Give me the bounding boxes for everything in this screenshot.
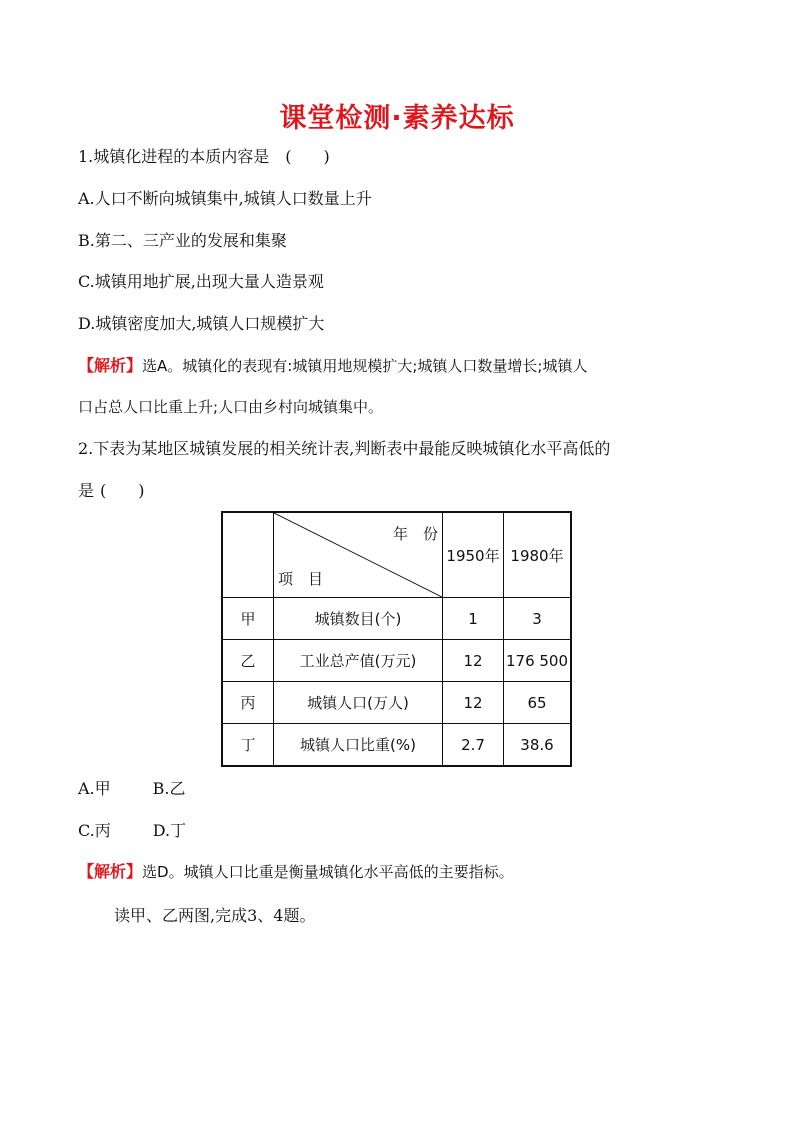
row-value-1950: 2.7: [443, 724, 504, 767]
option-c: C.丙: [78, 821, 111, 840]
option-b: B.乙: [152, 779, 186, 798]
table-corner-cell: [274, 512, 443, 598]
row-value-1980: 176 500: [504, 640, 572, 682]
row-key: 丙: [222, 682, 274, 724]
table-header-empty: [222, 512, 274, 598]
row-value-1980: 38.6: [504, 724, 572, 767]
question-1-stem: [78, 146, 330, 168]
question-2-stem-continued: [78, 480, 145, 502]
table-row: [222, 640, 571, 682]
row-item: 城镇数目(个): [274, 598, 443, 640]
analysis-tag: 【解析】: [78, 862, 143, 881]
answer-blank: ( ): [100, 481, 145, 500]
option-d: D.丁: [152, 821, 187, 840]
question-1-analysis: [78, 355, 587, 377]
reading-instruction: 读甲、乙两图,完成3、4题。: [114, 906, 316, 925]
corner-year-label: 年 份: [392, 525, 438, 543]
row-item: 工业总产值(万元): [274, 640, 443, 682]
question-2-analysis: [78, 861, 514, 883]
analysis-tag: 【解析】: [78, 356, 143, 375]
row-key: 乙: [222, 640, 274, 682]
table-row: [222, 724, 571, 767]
row-value-1950: 12: [443, 682, 504, 724]
table-header-year: 1980年: [504, 512, 572, 598]
answer-blank: ( ): [285, 147, 330, 166]
row-item: 城镇人口比重(%): [274, 724, 443, 767]
question-2-text: 是: [78, 481, 95, 500]
option-d: D.城镇密度加大,城镇人口规模扩大: [78, 314, 325, 333]
option-a: A.人口不断向城镇集中,城镇人口数量上升: [78, 189, 372, 208]
row-value-1980: 65: [504, 682, 572, 724]
table-row: [222, 682, 571, 724]
row-key: 丁: [222, 724, 274, 767]
option-c: C.城镇用地扩展,出现大量人造景观: [78, 272, 324, 291]
analysis-text: 选D。城镇人口比重是衡量城镇化水平高低的主要指标。: [142, 863, 514, 881]
question-1-text: 1.城镇化进程的本质内容是: [78, 147, 270, 166]
row-value-1980: 3: [504, 598, 572, 640]
row-key: 甲: [222, 598, 274, 640]
statistics-table: [221, 511, 572, 767]
options-row-2: [78, 820, 186, 842]
question-2-stem: 2.下表为某地区城镇发展的相关统计表,判断表中最能反映城镇化水平高低的: [78, 439, 611, 458]
options-row-1: [78, 778, 186, 800]
table-header-year: 1950年: [443, 512, 504, 598]
table-header-row: [222, 512, 571, 598]
analysis-text: 选A。城镇化的表现有:城镇用地规模扩大;城镇人口数量增长;城镇人: [142, 357, 588, 375]
corner-item-label: 项 目: [278, 570, 324, 588]
table-row: [222, 598, 571, 640]
row-value-1950: 12: [443, 640, 504, 682]
option-b: B.第二、三产业的发展和集聚: [78, 231, 287, 250]
page-title: 课堂检测·素养达标: [279, 103, 515, 134]
option-a: A.甲: [78, 779, 111, 798]
row-item: 城镇人口(万人): [274, 682, 443, 724]
row-value-1950: 1: [443, 598, 504, 640]
question-1-analysis-continued: 口占总人口比重上升;人口由乡村向城镇集中。: [78, 398, 384, 416]
